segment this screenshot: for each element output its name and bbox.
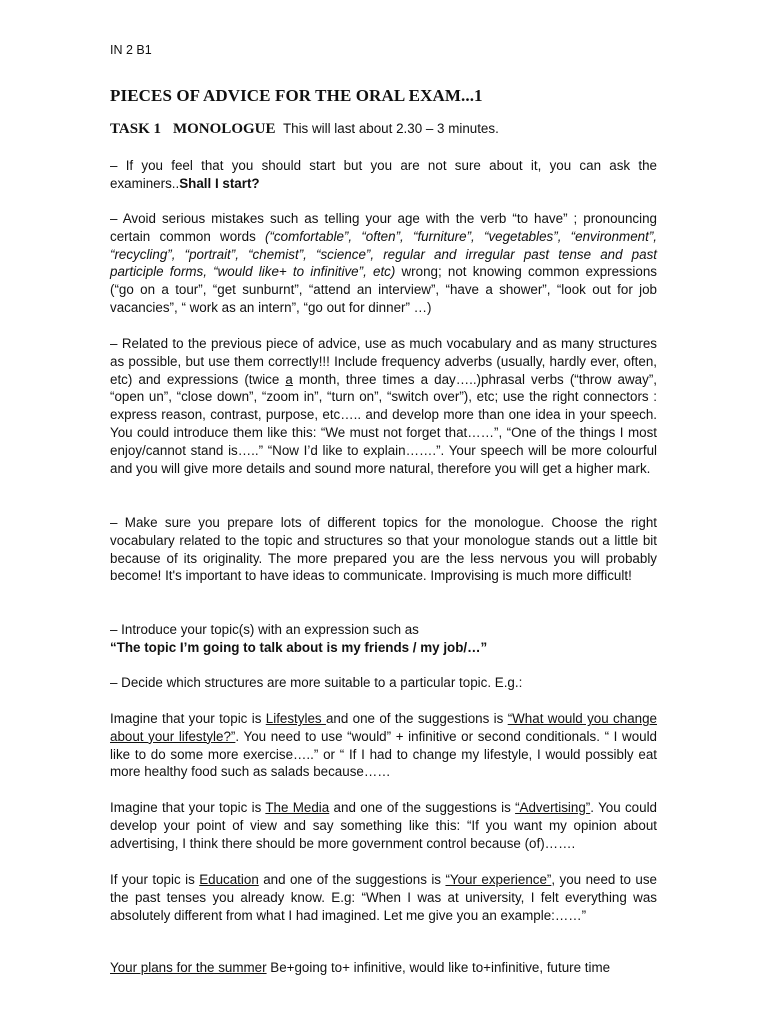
example-text: Imagine that your topic is xyxy=(110,800,266,815)
example-topic: Your plans for the summer xyxy=(110,960,267,975)
example-text: If your topic is xyxy=(110,872,200,887)
advice-text: – Avoid serious mistakes such as telling your age with the verb “to have” ; pronouncing certain common words xyxy=(110,211,657,244)
example-topic: The Media xyxy=(265,800,330,815)
example-suggestion: “Your experience” xyxy=(445,872,552,887)
example-summer-plans xyxy=(110,959,670,977)
advice-bold-phrase: Shall I start? xyxy=(179,175,260,191)
example-text: and one of the suggestions is xyxy=(325,711,508,726)
advice-paragraph-topics: – Make sure you prepare lots of different topics for the monologue. Choose the right vocabulary related to the topic and structures so that your monologue stands out a little bit because of its originality. The more prepared you are the less nervous you will probably become! It's important to have ideas to communicate. Improvising is much more difficult! xyxy=(110,515,657,584)
example-lifestyles xyxy=(110,710,657,781)
example-text: and one of the suggestions is xyxy=(329,800,516,815)
example-suggestion: “What would you change about your lifestyle?” xyxy=(110,711,657,744)
advice-text: – Introduce your topic(s) with an expression such as xyxy=(110,622,419,637)
example-text: . You need to use “would” + infinitive or second conditionals. “ I would like to do some more exercise…..” or “ If I had to change my lifestyle, I would possibly eat more healthy food such as salads because…… xyxy=(110,728,658,780)
example-text: and one of the suggestions is xyxy=(258,872,446,887)
advice-paragraph-introduce xyxy=(110,621,657,657)
course-code: IN 2 B1 xyxy=(110,43,152,57)
example-education xyxy=(110,871,657,924)
advice-underlined: a xyxy=(285,371,293,387)
example-topic: Education xyxy=(199,872,259,887)
example-text: , you need to use the past tenses you already know. E.g: “When I was at university, I felt everything was absolutely different from what I had imagined. Let me give you an example:……” xyxy=(110,872,657,923)
advice-text: – Related to the previous piece of advice, use as much vocabulary and as many structures as possible, but use them correctly!!! Include frequency adverbs (usually, hardly ever, often, etc) and expressions (twice xyxy=(110,336,657,387)
advice-paragraph-mistakes xyxy=(110,210,657,317)
example-topic: Lifestyles xyxy=(265,711,326,726)
example-text: . You could develop your point of view and say something like this: “If you want my opinion about advertising, I think there should be more government control because (of)……. xyxy=(110,800,657,851)
example-media xyxy=(110,799,657,852)
advice-bold-phrase: “The topic I’m going to talk about is my friends / my job/…” xyxy=(110,639,488,655)
example-suggestion: “Advertising” xyxy=(515,800,591,815)
task-heading xyxy=(110,121,499,138)
example-text: Be+going to+ infinitive, would like to+infinitive, future time xyxy=(266,960,611,975)
advice-text: – If you feel that you should start but you are not sure about it, you can ask the examiners.. xyxy=(110,158,657,191)
advice-paragraph-start xyxy=(110,157,657,193)
example-text: Imagine that your topic is xyxy=(110,711,266,726)
task-duration: This will last about 2.30 – 3 minutes. xyxy=(282,121,499,136)
advice-text: month, three times a day…..)phrasal verbs (“throw away”, “open un”, “close down”, “zoom in”, “turn on”, “switch over”), etc; use the right connectors : express reason, contrast, purpose, etc….. and develop more than one idea in your speech. You could introduce them like this: “We must not forget that……”, “One of the things I most enjoy/cannot stand is…..” “Now I’d like to explain…….”. Your speech will be more colourful and you will give more details and sound more natural, therefore you will get a higher mark. xyxy=(110,371,657,476)
advice-text: wrong; not knowing common expressions (“go on a tour”, “get sunburnt”, “attend an interview”, “have a shower”, “look out for job vacancies”, “ work as an intern”, “go out for dinner” …) xyxy=(110,264,658,315)
page-title: PIECES OF ADVICE FOR THE ORAL EXAM...1 xyxy=(110,86,483,105)
advice-paragraph-vocabulary xyxy=(110,335,657,477)
task-label: TASK 1 xyxy=(110,121,161,137)
advice-italic-words: (“comfortable”, “often”, “furniture”, “vegetables”, “environment”, “recycling”, “portrait”, “chemist”, “science”, regular and irregular past tense and past participle forms, “would like+ to infinitive”, etc) xyxy=(110,228,657,280)
task-name: MONOLOGUE xyxy=(172,121,276,137)
advice-paragraph-structures: – Decide which structures are more suitable to a particular topic. E.g.: xyxy=(110,675,523,690)
